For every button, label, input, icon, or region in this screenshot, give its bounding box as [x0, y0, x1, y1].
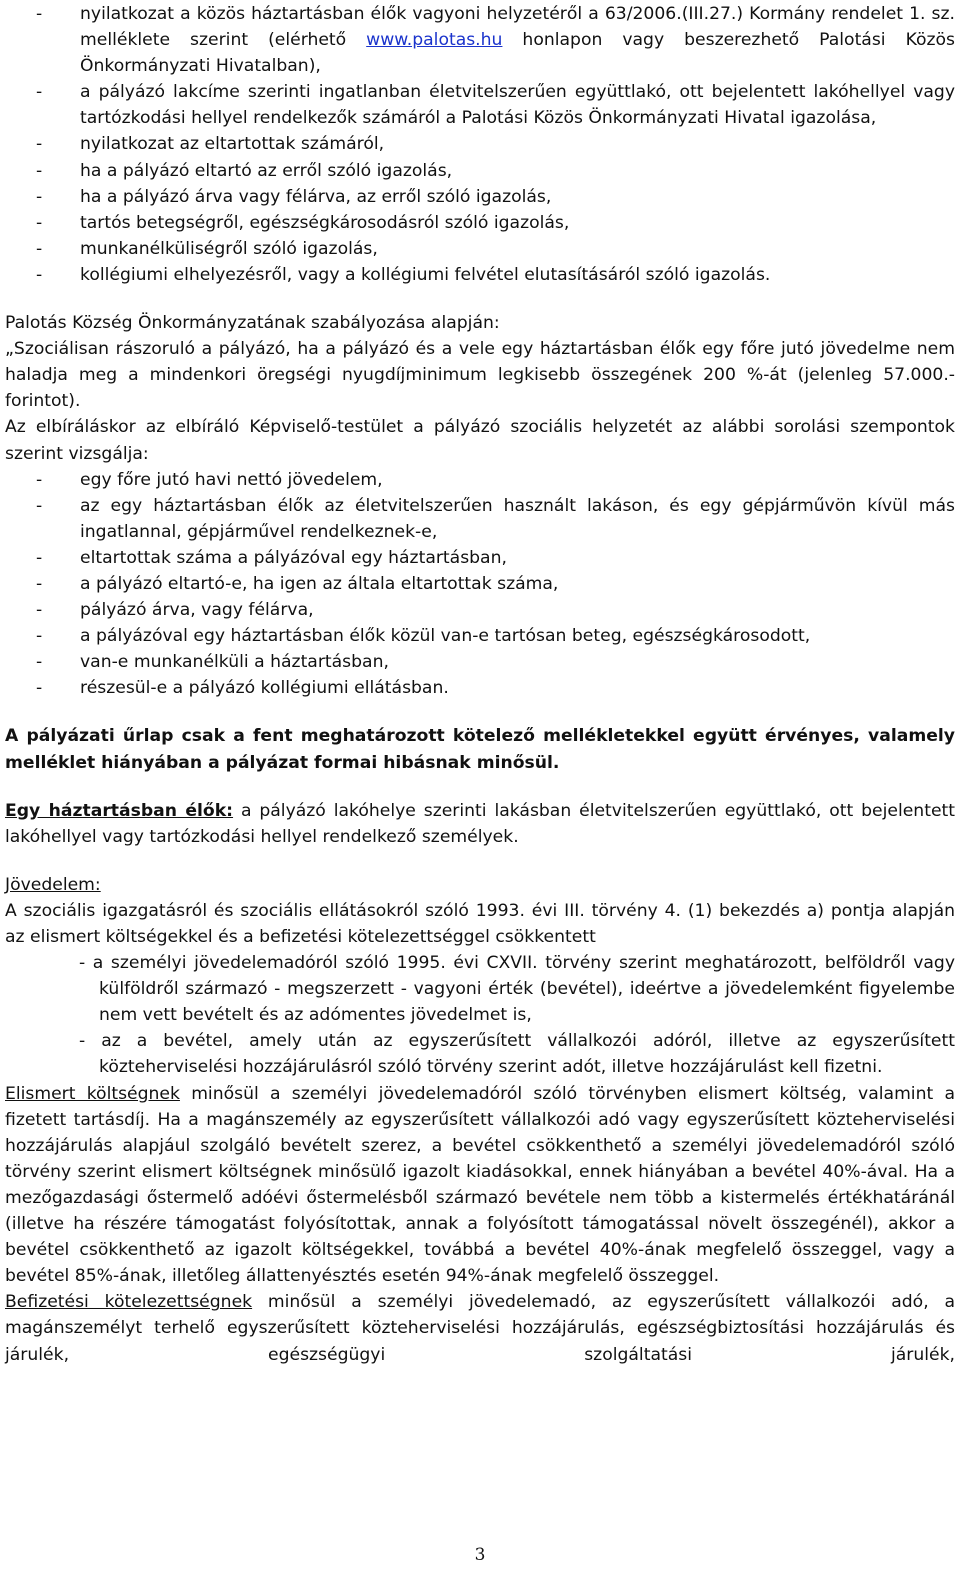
income-sub-item: - az a bevétel, amely után az egyszerűsített vállalkozói adóról, illetve az egyszerűsített közteherviselési hozzájárulásról szóló törvény szerint adót, illetve hozzájárulást kell fizetni. [79, 1031, 955, 1078]
income-definition: A szociális igazgatásról és szociális ellátásokról szóló 1993. évi III. törvény 4. (1) bekezdés a) pontja alapján az elismert költségekkel és a befizetési kötelezettséggel csökkentett [5, 900, 955, 947]
list-item: - nyilatkozat a közös háztartásban élők vagyoni helyzetéről a 63/2006.(III.27.) Kormány rendelet 1. sz. melléklete szerint (elérhető www.palotas.hu honlapon vagy beszerezhető Palotási Közös Önkormányzati Hivatalban), [36, 4, 955, 77]
list-item: - a pályázó lakcíme szerinti ingatlanban életvitelszerűen együttlakó, ott bejelentett lakóhellyel vagy tartózkodási hellyel rendelkezők számáról a Palotási Közös Önkormányzati Hivatal igazolása, [36, 82, 955, 129]
assessment-intro: Az elbíráláskor az elbíráló Képviselő-testület a pályázó szociális helyzetét az alábbi sorolási szempontok szerint vizsgálja: [5, 417, 955, 464]
regulation-intro: Palotás Község Önkormányzatának szabályozása alapján: [5, 313, 500, 334]
list-item: - pályázó árva, vagy félárva, [36, 600, 314, 621]
document-page [5, 0, 955, 1368]
household-term: Egy háztartásban élők: [5, 800, 234, 821]
website-link[interactable]: www.palotas.hu [366, 30, 503, 51]
list-item: - a pályázó eltartó-e, ha igen az általa eltartottak száma, [36, 573, 559, 594]
list-item: - nyilatkozat az eltartottak számáról, [36, 134, 385, 155]
list-item: - kollégiumi elhelyezésről, vagy a kollégiumi felvétel elutasításáról szóló igazolás. [36, 264, 771, 285]
list-item: - tartós betegségről, egészségkárosodásról szóló igazolás, [36, 212, 570, 233]
criteria-list [5, 467, 955, 702]
list-item: - ha a pályázó árva vagy félárva, az erről szóló igazolás, [36, 186, 552, 207]
list-item: - a pályázóval egy háztartásban élők közül van-e tartósan beteg, egészségkárosodott, [36, 626, 811, 647]
list-item: - van-e munkanélküli a háztartásban, [36, 652, 389, 673]
payment-obligation-term: Befizetési kötelezettségnek [5, 1292, 253, 1313]
recognized-costs-definition: Elismert költségnek minősül a személyi jövedelemadóról szóló törvényben elismert költség, valamint a fizetett tartásdíj. Ha a magánszemély az egyszerűsített vállalkozói adó vagy egyszerűsített közteherviselési hozzájárulás alapjául szolgáló bevételt szerez, a bevétel csökkenthető a személyi jövedelemadóról szóló törvény szerint elismert költségnek minősülő igazolt kiadásokkal, ennek hiányában a bevétel 40%-ával. Ha a mezőgazdasági őstermelő adóévi őstermelésből származó bevétele nem több a kistermelés értékhatáránál (illetve ha részére támogatást folyósítottak, annak a folyósított támogatással növelt összegénél), akkor a bevétel csökkenthető az igazolt költségekkel, továbbá a bevétel 40%-ának megfelelő összeggel, vagy a bevétel 85%-ának, illetőleg állattenyésztés esetén 94%-ának megfelelő összeggel. [5, 1083, 955, 1287]
list-item: - részesül-e a pályázó kollégiumi ellátásban. [36, 678, 449, 699]
regulation-quote: „Szociálisan rászoruló a pályázó, ha a pályázó és a vele egy háztartásban élők egy főre jutó jövedelme nem haladja meg a mindenkori öregségi nyugdíjminimum legkisebb összegének 200 %-át (jelenleg 57.000.- forintot). [5, 339, 955, 412]
income-sub-item: - a személyi jövedelemadóról szóló 1995. évi CXVII. törvény szerint meghatározott, belföldről vagy külföldről származó - megszerzett - vagyoni érték (bevétel), ideértve a jövedelemként figyelembe nem vett bevételt és az adómentes jövedelmet is, [79, 953, 955, 1026]
payment-obligation-definition: Befizetési kötelezettségnek minősül a személyi jövedelemadó, az egyszerűsített vállalkozói adó, a magánszemélyt terhelő egyszerűsített közteherviselési hozzájárulás, egészségbiztosítási hozzájárulás és járulék, egészségügyi szolgáltatási járulék, [5, 1292, 955, 1365]
household-definition: Egy háztartásban élők: a pályázó lakóhelye szerinti lakásban életvitelszerűen együttlakó, ott bejelentett lakóhellyel vagy tartózkodási hellyel rendelkező személyek. [5, 800, 955, 847]
list-item: - eltartottak száma a pályázóval egy háztartásban, [36, 547, 507, 568]
attachments-list [5, 1, 955, 288]
list-item: - munkanélküliségről szóló igazolás, [36, 238, 378, 259]
income-term: Jövedelem: [5, 874, 101, 895]
list-item: - egy főre jutó havi nettó jövedelem, [36, 469, 383, 490]
list-item: - az egy háztartásban élők az életvitelszerűen használt lakáson, és egy gépjárművön kívül más ingatlannal, gépjárművel rendelkeznek-e, [36, 495, 955, 542]
page-number: 3 [474, 1545, 486, 1565]
recognized-costs-term: Elismert költségnek [5, 1083, 180, 1104]
validity-warning: A pályázati űrlap csak a fent meghatározott kötelező mellékletekkel együtt érvényes, valamely melléklet hiányában a pályázat formai hibásnak minősül. [5, 726, 955, 773]
list-item: - ha a pályázó eltartó az erről szóló igazolás, [36, 160, 453, 181]
